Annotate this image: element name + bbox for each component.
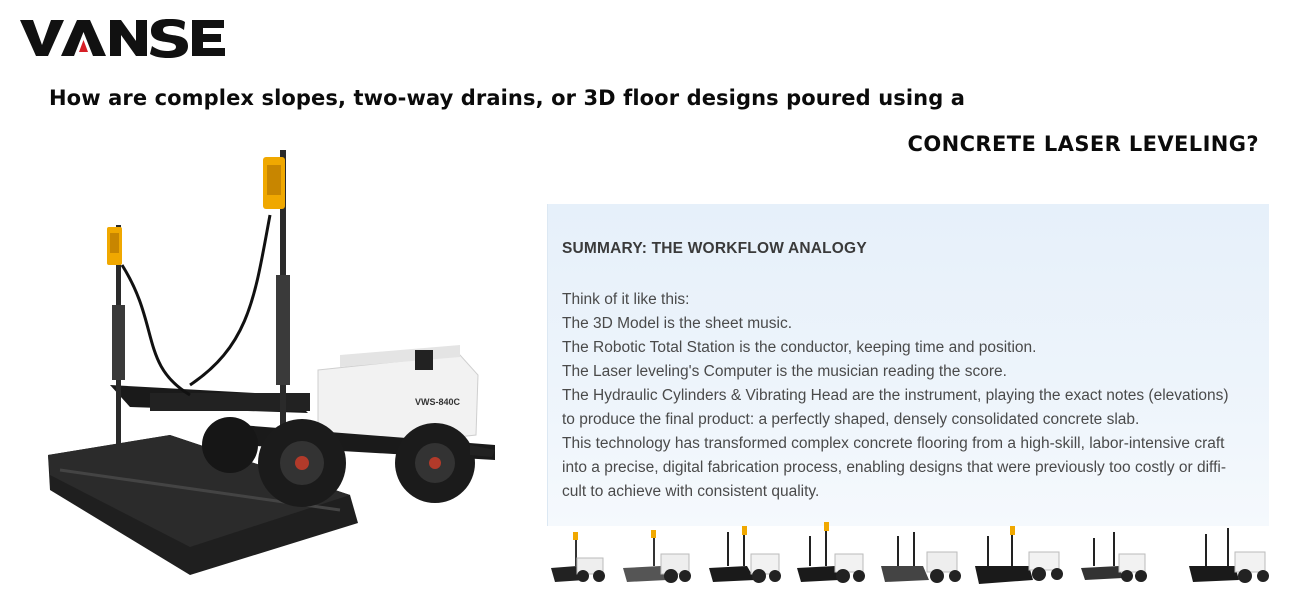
vanse-logo-mark: [20, 14, 230, 62]
headline-line-1: How are complex slopes, two-way drains, or 3D floor designs poured using a: [49, 86, 966, 110]
summary-line: This technology has transformed complex concrete flooring from a high-skill, labor-intensive craft: [562, 435, 1225, 452]
summary-heading: SUMMARY: THE WORKFLOW ANALOGY: [562, 240, 867, 257]
thumbnail-screed-1[interactable]: [547, 522, 609, 592]
thumbnail-screed-5[interactable]: [879, 522, 963, 592]
summary-line: The Laser leveling's Computer is the musician reading the score.: [562, 363, 1007, 380]
summary-line: to produce the final product: a perfectly shaped, densely consolidated concrete slab.: [562, 411, 1140, 428]
summary-line: The Hydraulic Cylinders & Vibrating Head are the instrument, playing the exact notes (elevations): [562, 387, 1229, 404]
thumbnail-screed-2[interactable]: [621, 522, 695, 592]
model-label: VWS-840C: [415, 397, 461, 407]
summary-body: [562, 288, 1262, 504]
summary-line: cult to achieve with consistent quality.: [562, 483, 820, 500]
thumbnail-screed-7[interactable]: [1079, 522, 1151, 592]
thumbnail-screed-6[interactable]: [973, 522, 1067, 592]
summary-line: The 3D Model is the sheet music.: [562, 315, 793, 332]
summary-line: Think of it like this:: [562, 291, 690, 308]
summary-panel: [547, 204, 1269, 526]
summary-line: into a precise, digital fabrication process, enabling designs that were previously too costly or diffi-: [562, 459, 1226, 476]
summary-line: The Robotic Total Station is the conductor, keeping time and position.: [562, 339, 1037, 356]
thumbnail-screed-4[interactable]: [795, 522, 867, 592]
vanse-logo[interactable]: [20, 14, 230, 62]
thumbnail-screed-3[interactable]: [707, 522, 783, 592]
thumbnail-screed-8[interactable]: [1187, 522, 1273, 592]
headline-line-2: CONCRETE LASER LEVELING?: [907, 132, 1259, 156]
laser-screed-machine-icon: [40, 145, 510, 575]
thumbnail-strip: [547, 522, 1277, 592]
hero-machine-image: [40, 145, 510, 575]
